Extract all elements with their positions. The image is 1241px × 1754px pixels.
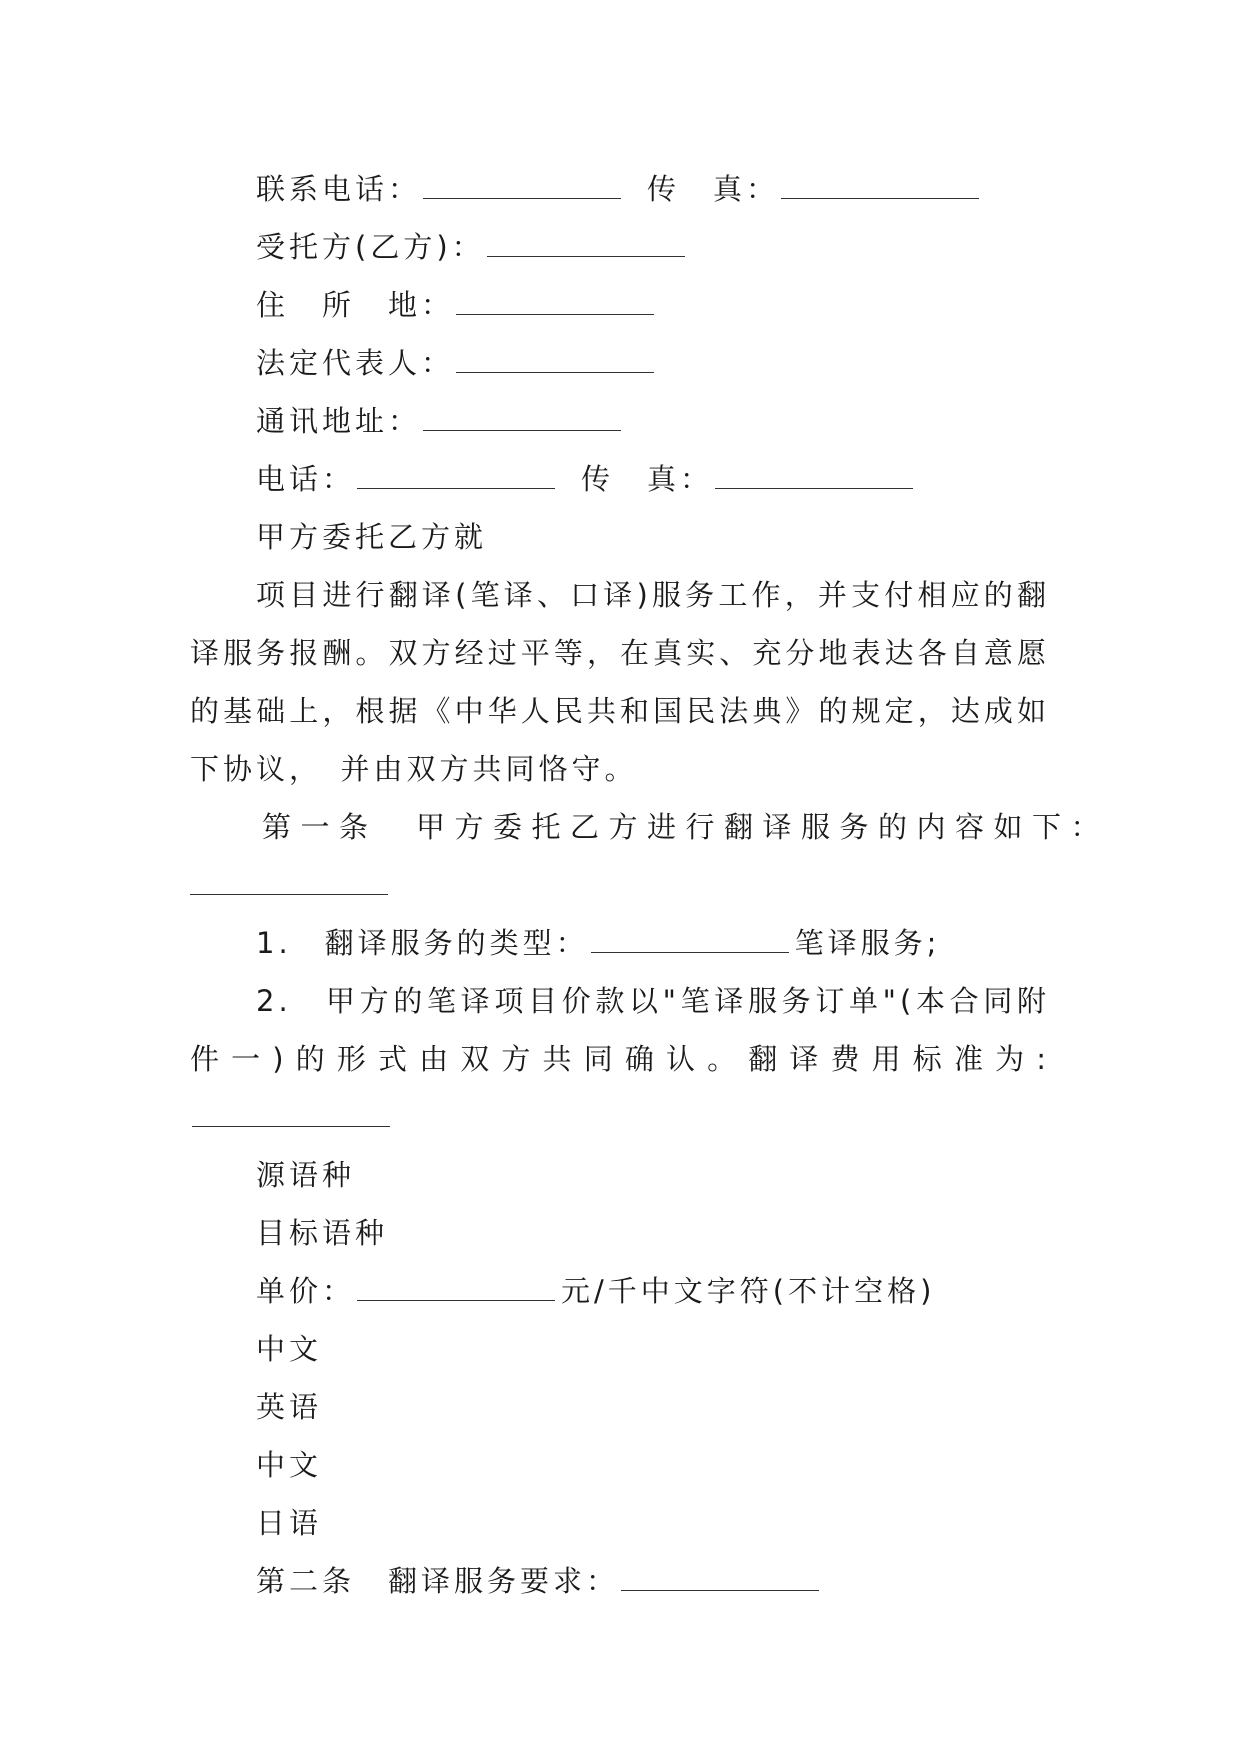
phone-fax-row — [190, 160, 1050, 218]
phone-blank — [423, 198, 621, 199]
intro-line: 甲方委托乙方就 — [256, 520, 488, 554]
lang-row-4: 日语 — [256, 1506, 323, 1540]
item2-paragraph — [190, 972, 1050, 1146]
address-label: 通讯地址： — [256, 404, 422, 438]
article2-blank — [621, 1590, 819, 1591]
item1-suffix: 笔译服务; — [794, 926, 941, 960]
lang-row-2: 英语 — [256, 1390, 323, 1424]
fax-blank — [781, 198, 979, 199]
address-row — [190, 392, 1050, 450]
tel-label: 电话： — [256, 462, 356, 496]
lang-row-3: 中文 — [256, 1448, 323, 1482]
fax2-blank — [715, 488, 913, 489]
article1-content-blank — [190, 894, 388, 895]
item1-prefix: 1. 翻译服务的类型： — [256, 926, 589, 960]
target-lang: 目标语种 — [256, 1216, 389, 1250]
tel-blank — [357, 488, 555, 489]
trustee-label: 受托方(乙方)： — [256, 230, 485, 264]
item1-row — [190, 914, 1050, 972]
lang-row-1: 中文 — [256, 1332, 323, 1366]
domicile-label: 住 所 地： — [256, 288, 455, 322]
item2-text: 2. 甲方的笔译项目价款以"笔译服务订单"(本合同附件一)的形式由双方共同确认。翻译费用标准为: — [190, 984, 1050, 1076]
intro-paragraph: 项目进行翻译(笔译、口译)服务工作，并支付相应的翻译服务报酬。双方经过平等，在真实、充分地表达各自意愿的基础上，根据《中华人民共和国民法典》的规定，达成如下协议， 并由双方共同恪守。 — [190, 578, 1050, 786]
fax-label: 传 真： — [647, 172, 780, 206]
unit-price-row — [190, 1262, 1050, 1320]
legal-rep-row — [190, 334, 1050, 392]
unit-price-blank — [357, 1300, 555, 1301]
article1-heading: 第一条 甲方委托乙方进行翻译服务的内容如下： — [262, 810, 1110, 844]
fee-standard-blank — [192, 1126, 390, 1127]
legal-rep-blank — [456, 372, 654, 373]
article1-blank-row — [190, 856, 1050, 914]
unit-price-label: 单价： — [256, 1274, 356, 1308]
legal-rep-label: 法定代表人： — [256, 346, 455, 380]
phone-label: 联系电话： — [256, 172, 422, 206]
tel-fax-row — [190, 450, 1050, 508]
item1-blank — [591, 952, 789, 953]
unit-price-suffix: 元/千中文字符(不计空格) — [561, 1274, 936, 1308]
trustee-blank — [487, 256, 685, 257]
domicile-blank — [456, 314, 654, 315]
article2-row — [190, 1552, 1050, 1610]
fax2-label: 传 真： — [581, 462, 714, 496]
domicile-row — [190, 276, 1050, 334]
contract-page — [190, 160, 1110, 1610]
address-blank — [423, 430, 621, 431]
trustee-row — [190, 218, 1050, 276]
article2-heading: 第二条 翻译服务要求： — [256, 1564, 620, 1598]
source-lang: 源语种 — [256, 1158, 356, 1192]
